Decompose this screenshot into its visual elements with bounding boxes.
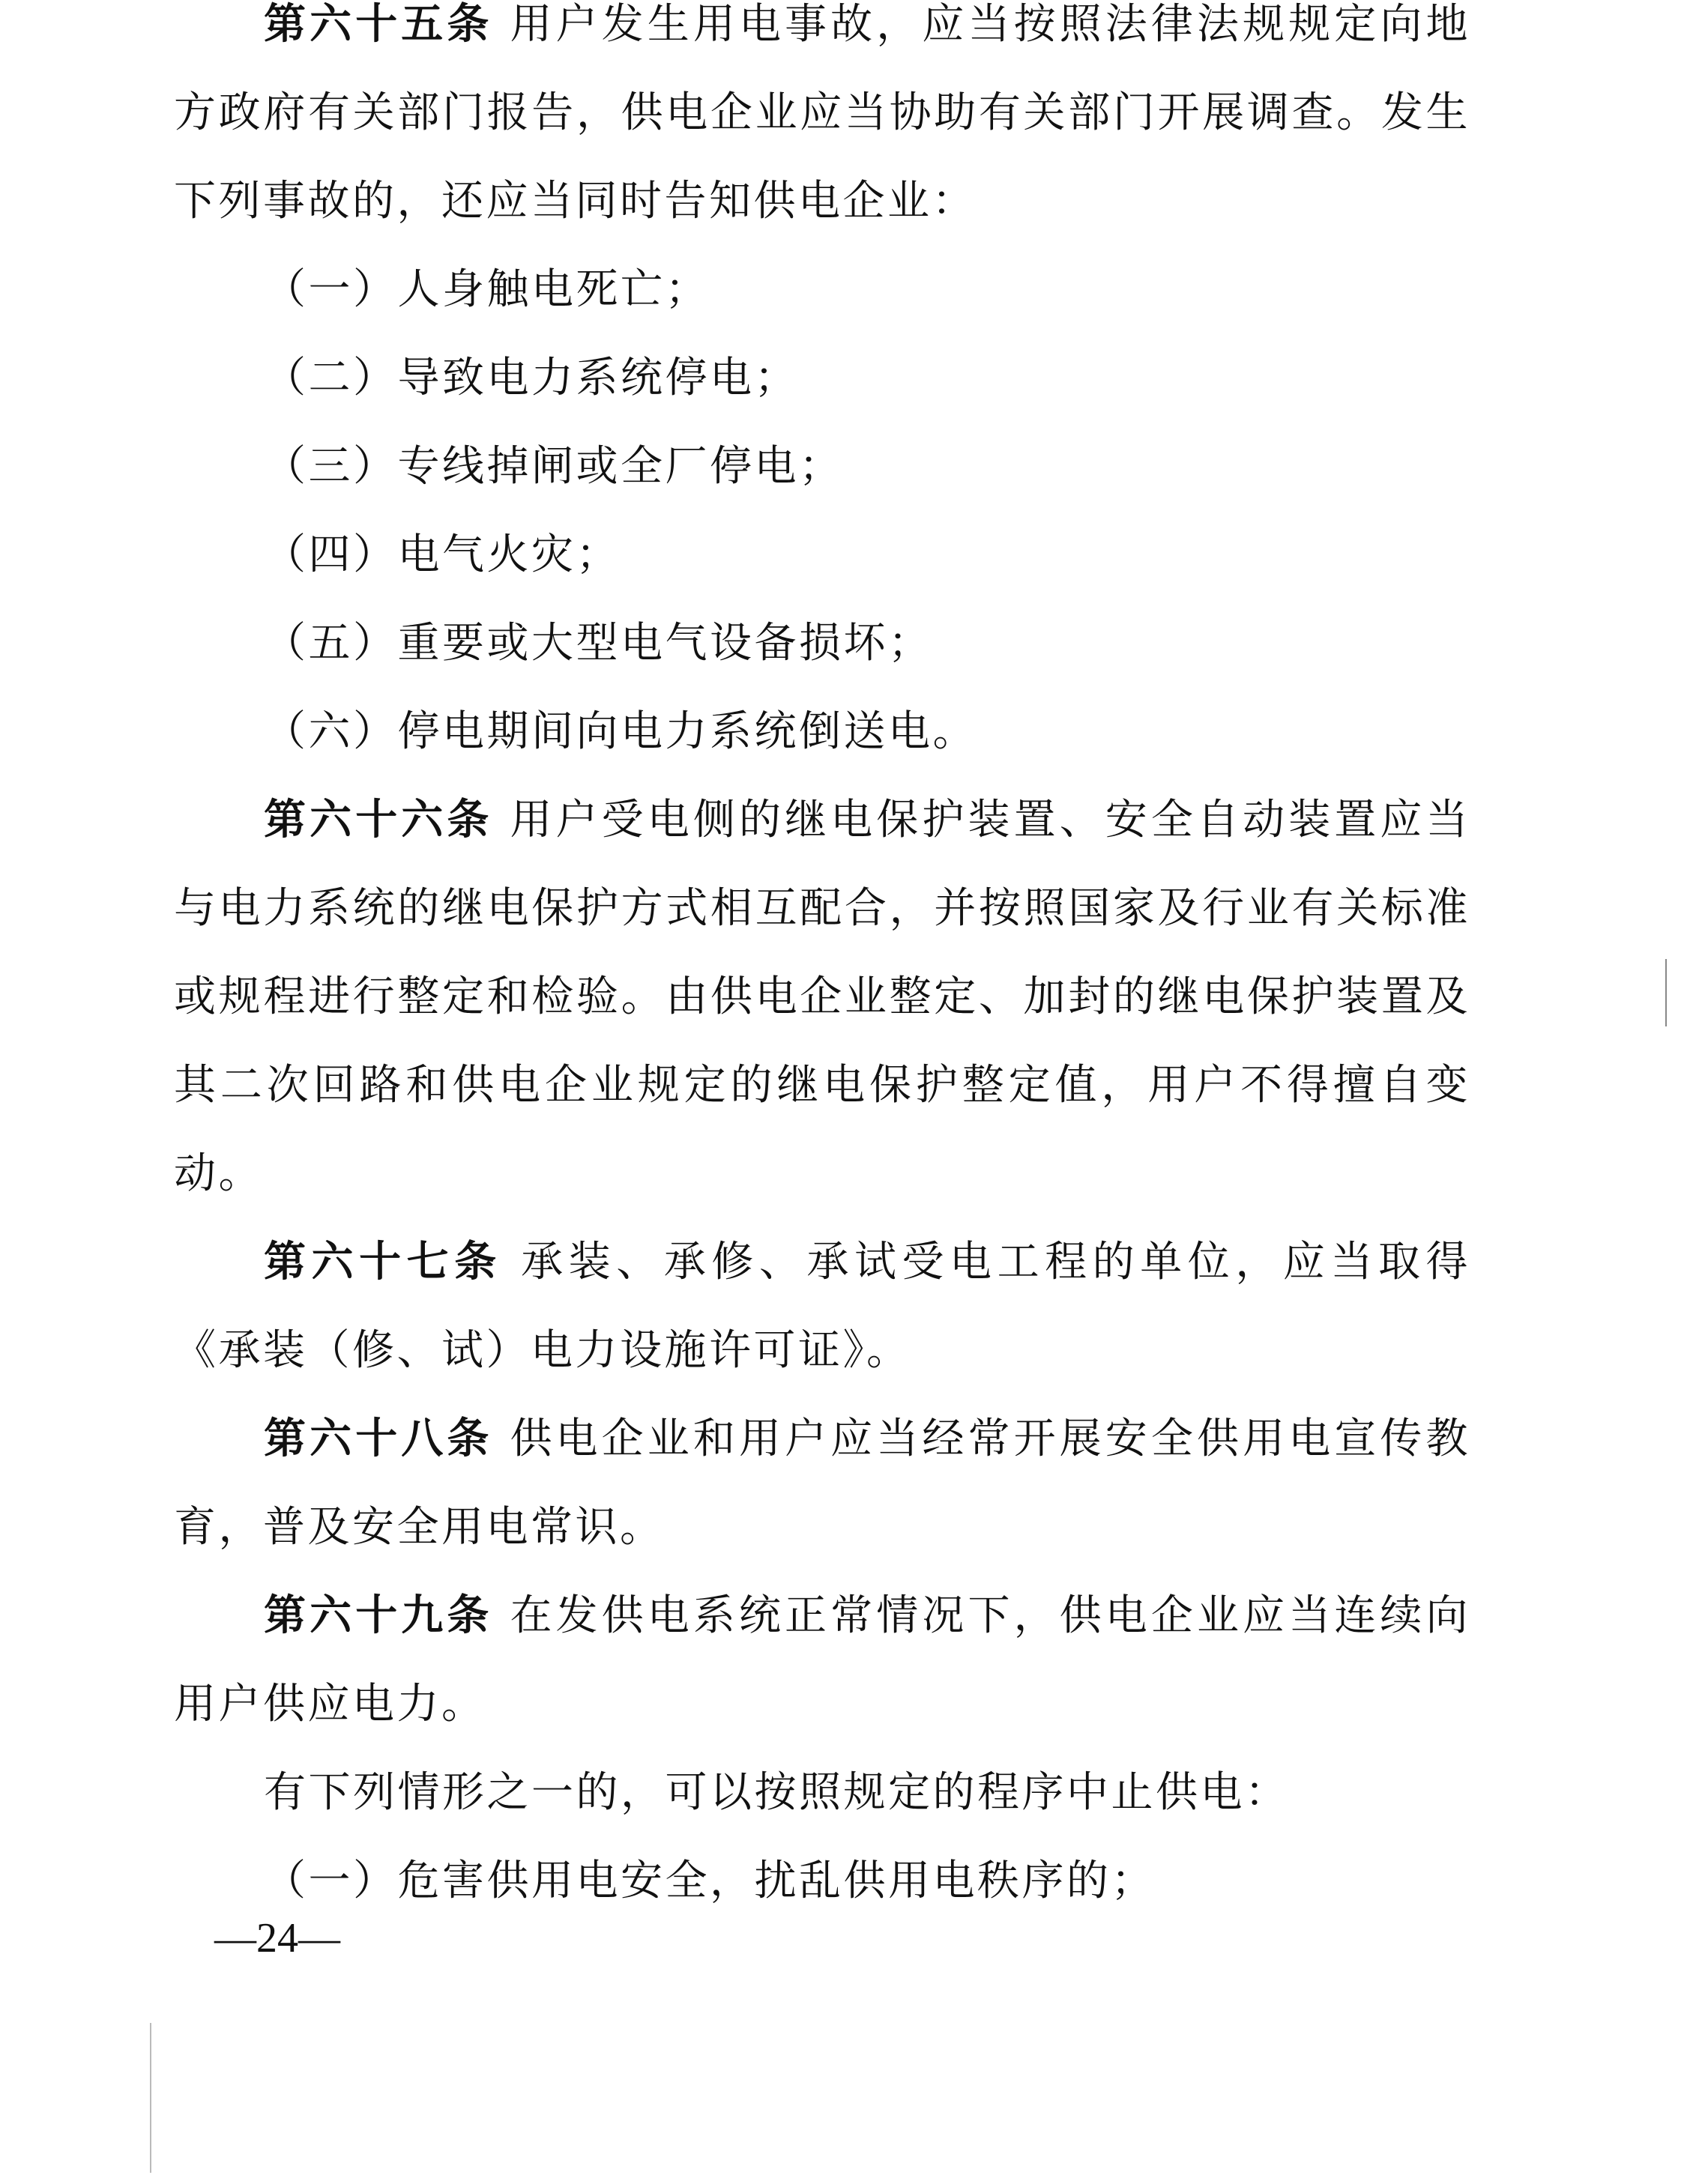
article-number: 第六十七条 bbox=[264, 1238, 502, 1286]
page-number: —24— bbox=[214, 1915, 340, 1961]
list-item: （六）停电期间向电力系统倒送电。 bbox=[264, 707, 977, 756]
paragraph-article-65 bbox=[174, 0, 1470, 246]
list-item: （三）专线掉闸或全厂停电； bbox=[264, 442, 844, 491]
list-item: （二）导致电力系统停电； bbox=[264, 354, 799, 402]
article-number: 第六十九条 bbox=[264, 1591, 493, 1640]
list-item: （四）电气火灾； bbox=[264, 530, 621, 579]
paragraph-text: 在发供电系统正常情况下，供电企业应当连续向用户供应电力。 bbox=[174, 1591, 1471, 1728]
paragraph-article-68 bbox=[174, 1395, 1470, 1572]
paragraph: 有下列情形之一的，可以按照规定的程序中止供电： bbox=[264, 1768, 1290, 1817]
article-number: 第六十六条 bbox=[264, 796, 493, 844]
paragraph-article-67 bbox=[174, 1218, 1470, 1395]
paragraph-article-66 bbox=[174, 776, 1470, 1218]
list-item: （一）人身触电死亡； bbox=[264, 265, 710, 314]
document-body bbox=[174, 0, 1470, 1926]
paragraph-text: 用户发生用电事故，应当按照法律法规规定向地方政府有关部门报告，供电企业应当协助有关部门开展调查。发生下列事故的，还应当同时告知供电企业： bbox=[174, 0, 1471, 226]
article-number: 第六十八条 bbox=[264, 1415, 493, 1463]
paragraph-text: 承装、承修、承试受电工程的单位，应当取得《承装（修、试）电力设施许可证》。 bbox=[174, 1238, 1471, 1375]
scan-artifact bbox=[1665, 959, 1667, 1026]
list-item: （一）危害供用电安全，扰乱供用电秩序的； bbox=[264, 1857, 1156, 1905]
paragraph-text: 用户受电侧的继电保护装置、安全自动装置应当与电力系统的继电保护方式相互配合，并按照国家及行业有关标准或规程进行整定和检验。由供电企业整定、加封的继电保护装置及其二次回路和供电企业规定的继电保护整定值，用户不得擅自变动。 bbox=[174, 796, 1471, 1198]
paragraph-article-69 bbox=[174, 1572, 1470, 1749]
list-item: （五）重要或大型电气设备损坏； bbox=[264, 619, 933, 668]
paragraph-text: 供电企业和用户应当经常开展安全供用电宣传教育，普及安全用电常识。 bbox=[174, 1415, 1471, 1552]
scan-artifact bbox=[150, 2023, 151, 2173]
article-number: 第六十五条 bbox=[264, 0, 493, 49]
